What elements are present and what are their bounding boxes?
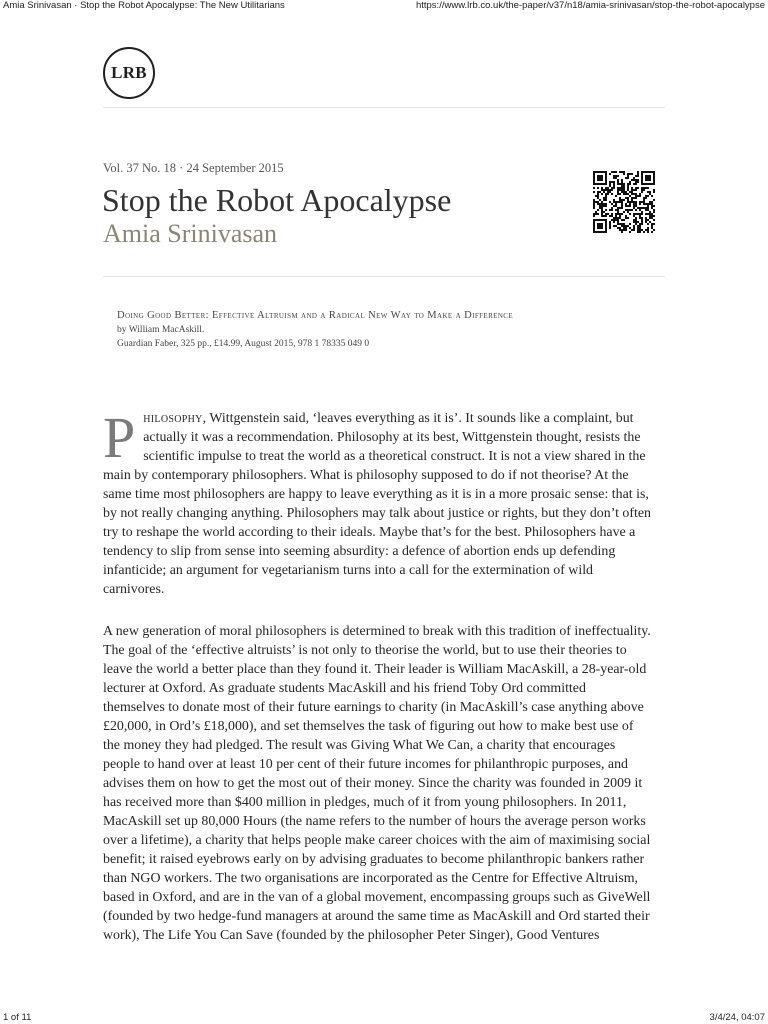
print-footer-page: 1 of 11 bbox=[3, 1012, 32, 1023]
print-footer-date: 3/4/24, 04:07 bbox=[709, 1012, 765, 1023]
body-paragraph-1 bbox=[103, 405, 651, 599]
header-divider bbox=[103, 107, 665, 108]
print-header-title: Amia Srinivasan · Stop the Robot Apocalypse: The New Utilitarians bbox=[3, 0, 285, 11]
title-divider bbox=[103, 276, 665, 277]
drop-cap: P bbox=[103, 405, 136, 470]
lead-word: hilosophy bbox=[143, 411, 203, 426]
book-author: by William MacAskill. bbox=[117, 325, 205, 335]
print-header-url: https://www.lrb.co.uk/the-paper/v37/n18/amia-srinivasan/stop-the-robot-apocalypse bbox=[415, 0, 765, 11]
body-paragraph-2: A new generation of moral philosophers is determined to break with this tradition of ineffectuality. The goal of the ‘effective altruists’ is not only to theorise the world, but to use their theories to leave the world a better place than they found it. Their leader is William MacAskill, a 28-year-old lecturer at Oxford. As graduate students MacAskill and his friend Toby Ord committed themselves to donate most of their future earnings to charity (in MacAskill’s case anything above £20,000, in Ord’s £18,000), and set themselves the task of figuring out how to make best use of the money they had pledged. The result was Giving What We Can, a charity that encourages people to hand over at least 10 per cent of their future incomes for philanthropic purposes, and advises them on how to get the most out of their money. Since the charity was founded in 2009 it has received more than $400 million in pledges, much of it from young philosophers. In 2011, MacAskill set up 80,000 Hours (the name refers to the number of hours the average person works over a lifetime), a charity that helps people make career choices with the aim of maximising social benefit; it raised eyebrows early on by advising graduates to become philanthropic bankers rather than NGO workers. The two organisations are incorporated as the Centre for Effective Altruism, based in Oxford, and are in the van of a global movement, encompassing groups such as GiveWell (founded by two hedge-fund managers at around the same time as MacAskill and Ord started their work), The Life You Can Save (founded by the philosopher Peter Singer), Good Ventures bbox=[103, 624, 651, 943]
issue-info: Vol. 37 No. 18 · 24 September 2015 bbox=[103, 161, 284, 175]
lrb-logo-text: LRB bbox=[111, 63, 147, 82]
book-title: Doing Good Better: Effective Altruism and a Radical New Way to Make a Difference bbox=[117, 310, 514, 321]
qr-code-icon bbox=[593, 171, 655, 233]
paragraph-1-text: , Wittgenstein said, ‘leaves everything as it is’. It sounds like a complaint, but actually it was a recommendation. Philosophy at its best, Wittgenstein thought, resists the scientific impulse to treat the world as a theoretical construct. It is not a view shared in the main by contemporary philosophers. What is philosophy supposed to do if not theorise? At the same time most philosophers are happy to leave everything as it is in a more prosaic sense: that is, by not really changing anything. Philosophers may talk about justice or rights, but they don’t often try to reshape the world according to their ideals. Maybe that’s for the best. Philosophers have a tendency to slip from sense into seeming absurdity: a defence of abortion ends up defending infanticide; an argument for vegetarianism turns into a call for the extermination of wild carnivores. bbox=[103, 411, 651, 597]
lrb-logo[interactable] bbox=[103, 47, 155, 99]
page-title: Stop the Robot Apocalypse bbox=[102, 182, 452, 218]
book-publication-details: Guardian Faber, 325 pp., £14.99, August 2015, 978 1 78335 049 0 bbox=[117, 339, 370, 349]
article-author[interactable]: Amia Srinivasan bbox=[103, 219, 278, 248]
